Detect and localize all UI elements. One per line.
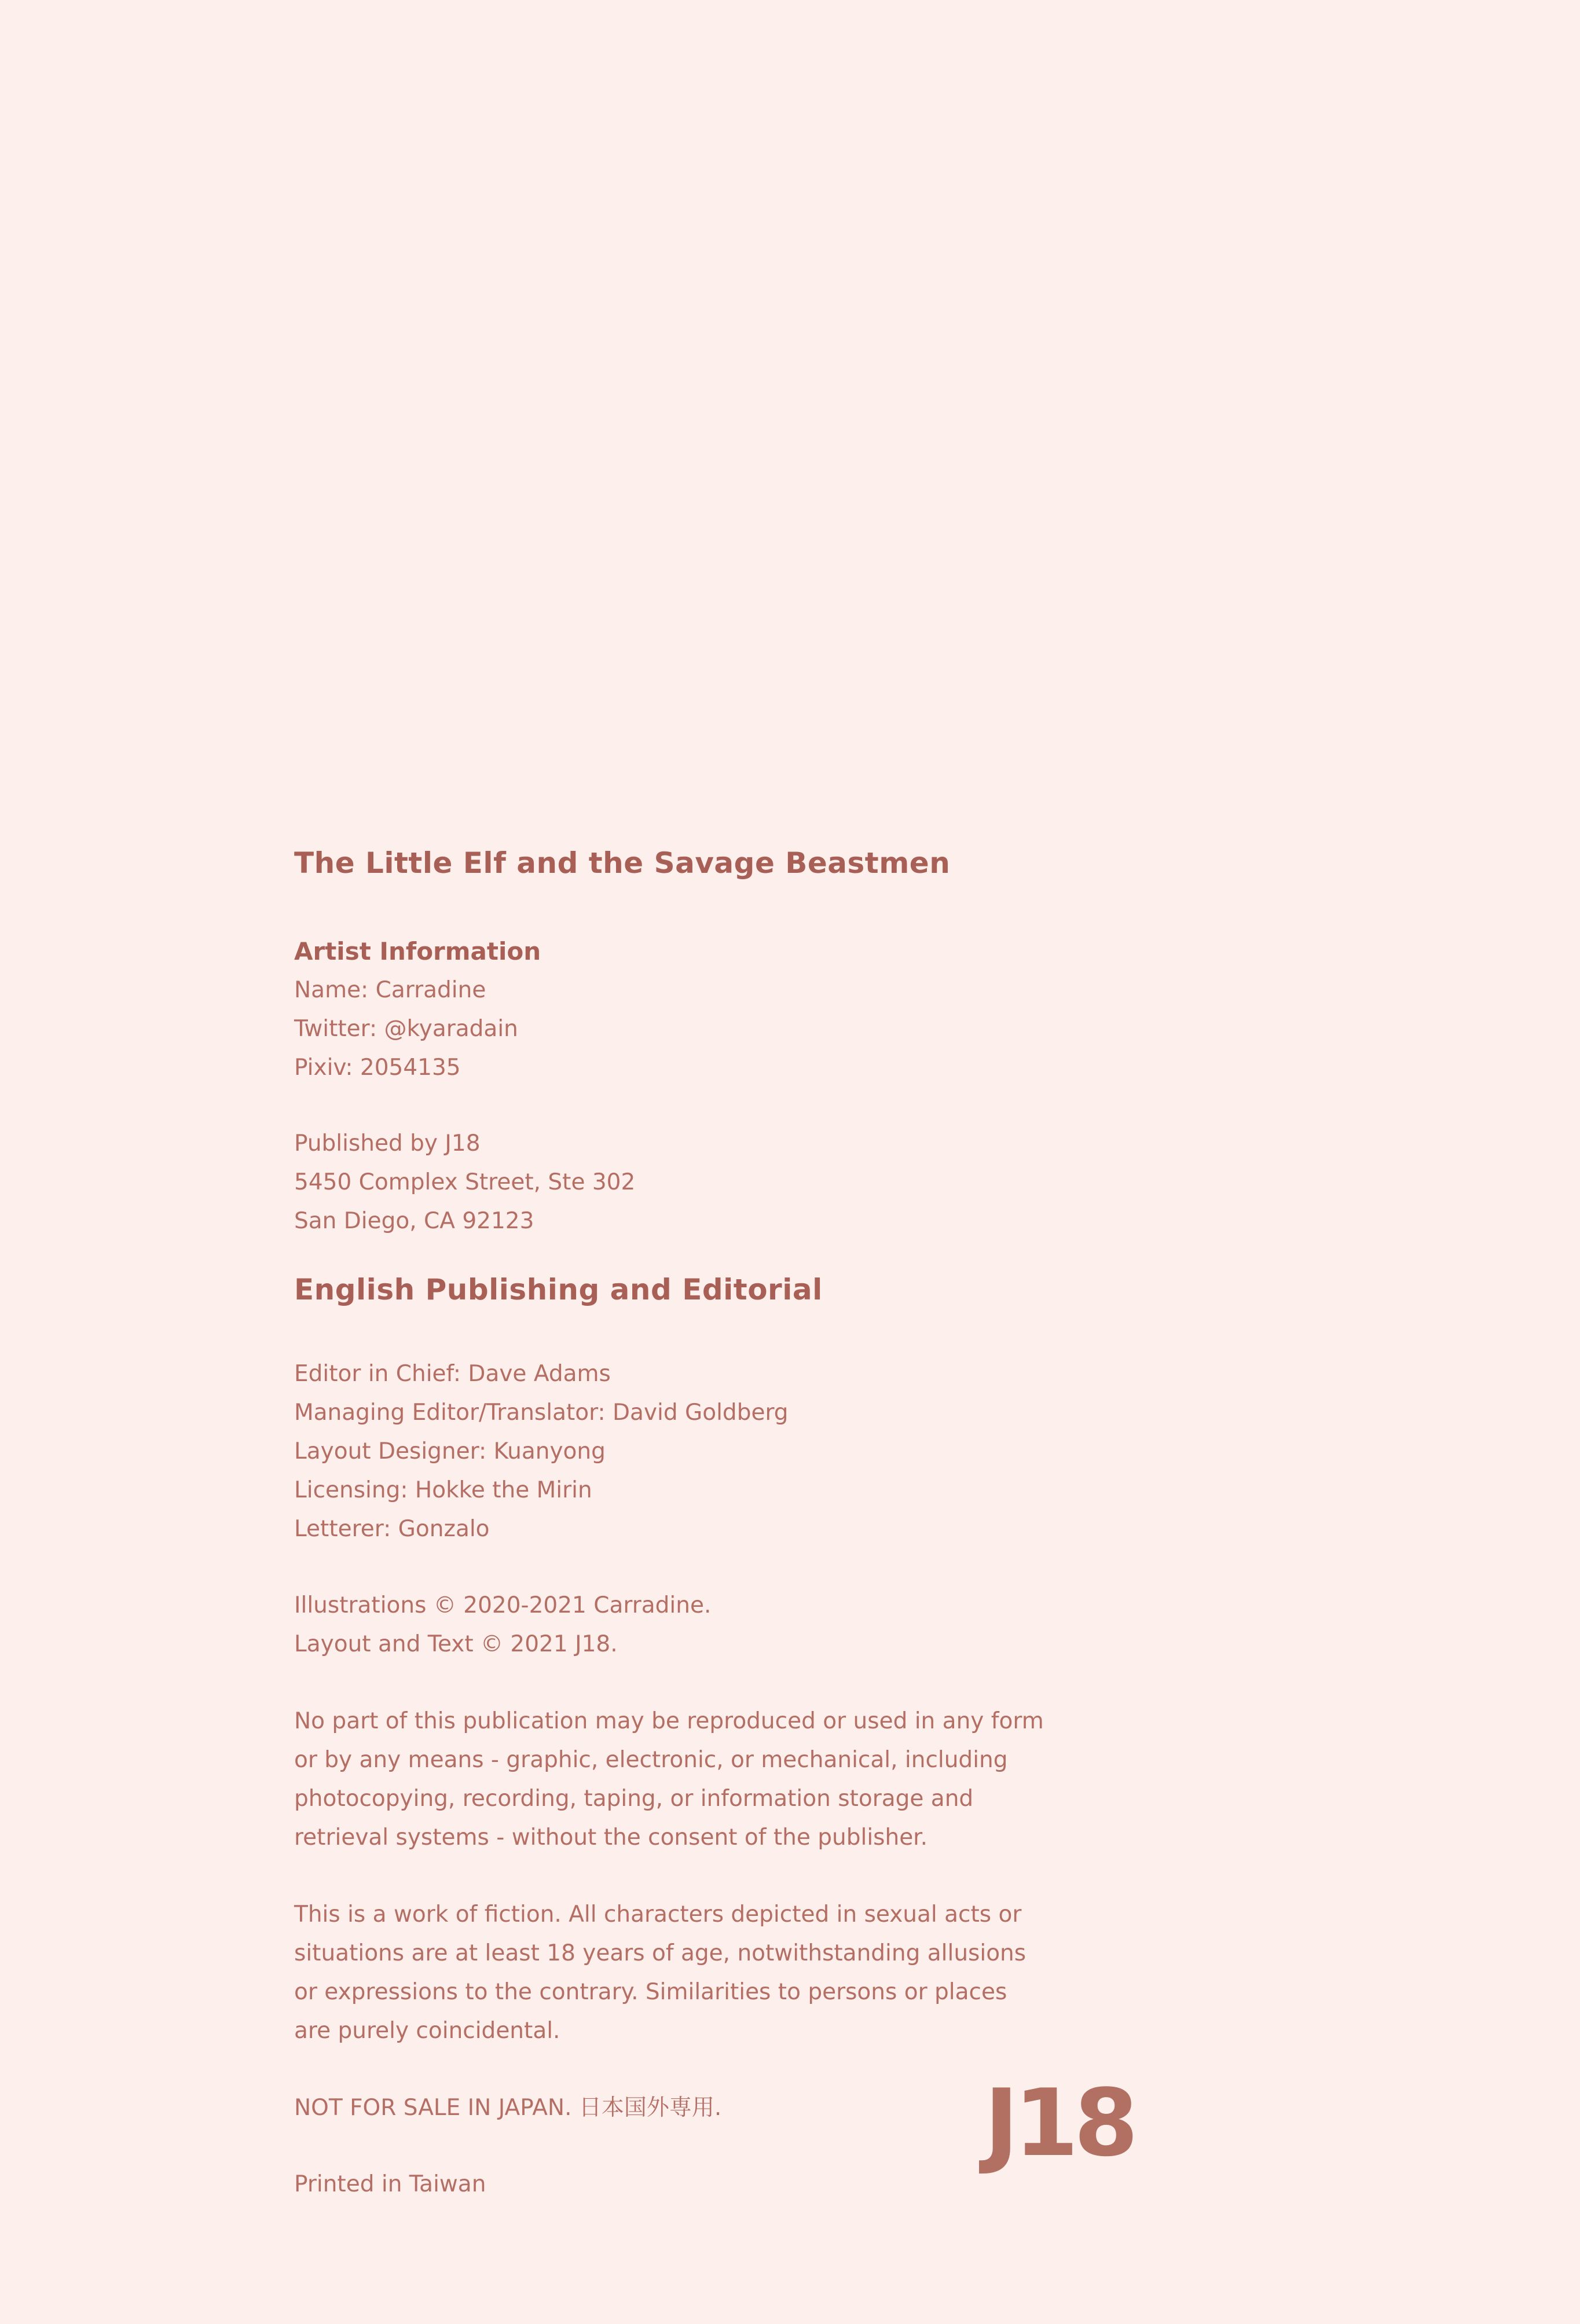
editorial-section [294, 1354, 1197, 1548]
editor-in-chief: Editor in Chief: Dave Adams [294, 1361, 611, 1387]
rights-line: No part of this publication may be reproduced or used in any form [294, 1708, 1044, 1734]
layout-copyright: Layout and Text © 2021 J18. [294, 1631, 618, 1657]
licensing: Licensing: Hokke the Mirin [294, 1477, 592, 1503]
publisher-street: 5450 Complex Street, Ste 302 [294, 1169, 636, 1195]
illustrations-copyright: Illustrations © 2020-2021 Carradine. [294, 1592, 712, 1618]
editorial-heading: English Publishing and Editorial [294, 1273, 823, 1306]
artist-name: Name: Carradine [294, 977, 486, 1003]
letterer: Letterer: Gonzalo [294, 1516, 490, 1542]
publisher-section [294, 1124, 1197, 1240]
layout-designer: Layout Designer: Kuanyong [294, 1438, 606, 1464]
artist-info-heading: Artist Information [294, 937, 541, 965]
rights-notice [294, 1702, 1197, 1857]
disclaimer-line: are purely coincidental. [294, 2018, 560, 2044]
artist-info-section [294, 932, 1197, 1087]
disclaimer-line: situations are at least 18 years of age, notwithstanding allusions [294, 1940, 1027, 1966]
managing-editor: Managing Editor/Translator: David Goldberg [294, 1400, 789, 1426]
publisher-city: San Diego, CA 92123 [294, 1208, 534, 1234]
book-title: The Little Elf and the Savage Beastmen [294, 846, 951, 880]
copyright-section [294, 1586, 1197, 1664]
artist-twitter: Twitter: @kyaradain [294, 1016, 518, 1042]
artist-pixiv: Pixiv: 2054135 [294, 1055, 461, 1081]
printed-in: Printed in Taiwan [294, 2171, 486, 2197]
rights-line: retrieval systems - without the consent of the publisher. [294, 1824, 928, 1851]
publisher-name: Published by J18 [294, 1130, 481, 1157]
disclaimer-line: or expressions to the contrary. Similarities to persons or places [294, 1979, 1007, 2005]
disclaimer-line: This is a work of fiction. All characters depicted in sexual acts or [294, 1901, 1022, 1928]
rights-line: photocopying, recording, taping, or information storage and [294, 1786, 974, 1812]
rights-line: or by any means - graphic, electronic, or mechanical, including [294, 1747, 1008, 1773]
fiction-disclaimer [294, 1895, 1197, 2050]
sale-notice: NOT FOR SALE IN JAPAN. 日本国外専用. [294, 2095, 722, 2121]
j18-logo: J18 [984, 2069, 1134, 2177]
